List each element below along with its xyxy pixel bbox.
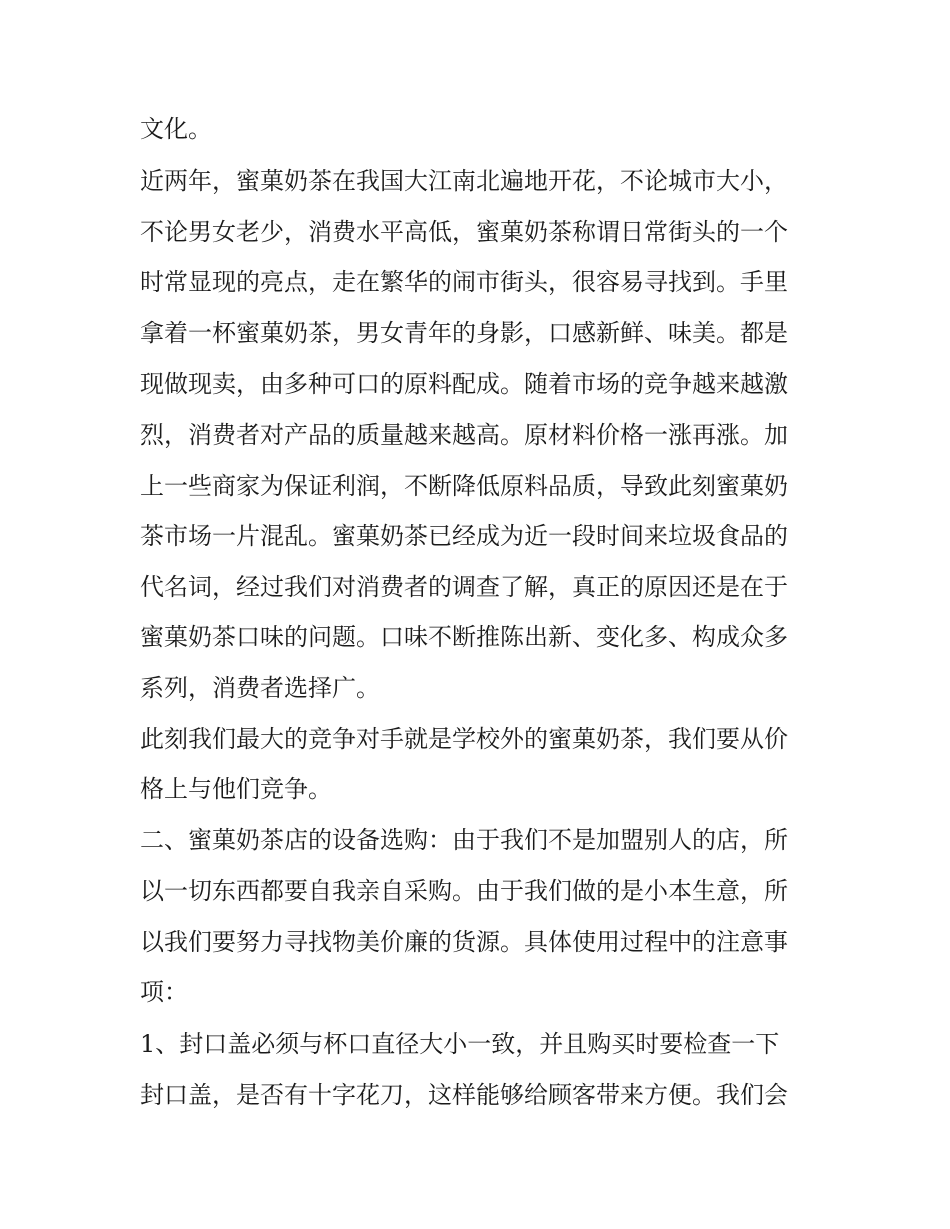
text-line: 文化。 (140, 115, 212, 143)
text-line: 系列，消费者选择广。 (140, 674, 380, 702)
text-line: 茶市场一片混乱。蜜菓奶茶已经成为近一段时间来垃圾食品的 (140, 522, 788, 550)
text-line: 此刻我们最大的竞争对手就是学校外的蜜菓奶茶，我们要从价 (140, 725, 788, 753)
text-line: 现做现卖，由多种可口的原料配成。随着市场的竞争越来越激 (140, 370, 788, 398)
text-line: 1、封口盖必须与杯口直径大小一致，并且购买时要检查一下 (140, 1030, 780, 1058)
text-line: 以一切东西都要自我亲自采购。由于我们做的是小本生意，所 (140, 877, 788, 905)
text-line: 烈，消费者对产品的质量越来越高。原材料价格一涨再涨。加 (140, 421, 788, 449)
text-line: 代名词，经过我们对消费者的调查了解，真正的原因还是在于 (140, 573, 788, 601)
text-line: 上一些商家为保证利润，不断降低原料品质，导致此刻蜜菓奶 (140, 472, 788, 500)
text-line: 时常显现的亮点，走在繁华的闹市街头，很容易寻找到。手里 (140, 268, 788, 296)
text-line: 蜜菓奶茶口味的问题。口味不断推陈出新、变化多、构成众多 (140, 623, 788, 651)
text-line: 封口盖，是否有十字花刀，这样能够给顾客带来方便。我们会 (140, 1081, 788, 1109)
text-line: 以我们要努力寻找物美价廉的货源。具体使用过程中的注意事 (140, 928, 788, 956)
text-line: 二、蜜菓奶茶店的设备选购：由于我们不是加盟别人的店，所 (140, 826, 788, 854)
text-line: 拿着一杯蜜菓奶茶，男女青年的身影，口感新鲜、味美。都是 (140, 319, 788, 347)
text-line: 不论男女老少，消费水平高低，蜜菓奶茶称谓日常街头的一个 (140, 218, 788, 246)
text-line: 项： (140, 978, 188, 1006)
text-line: 格上与他们竞争。 (140, 775, 332, 803)
text-line: 近两年，蜜菓奶茶在我国大江南北遍地开花，不论城市大小， (140, 167, 788, 195)
